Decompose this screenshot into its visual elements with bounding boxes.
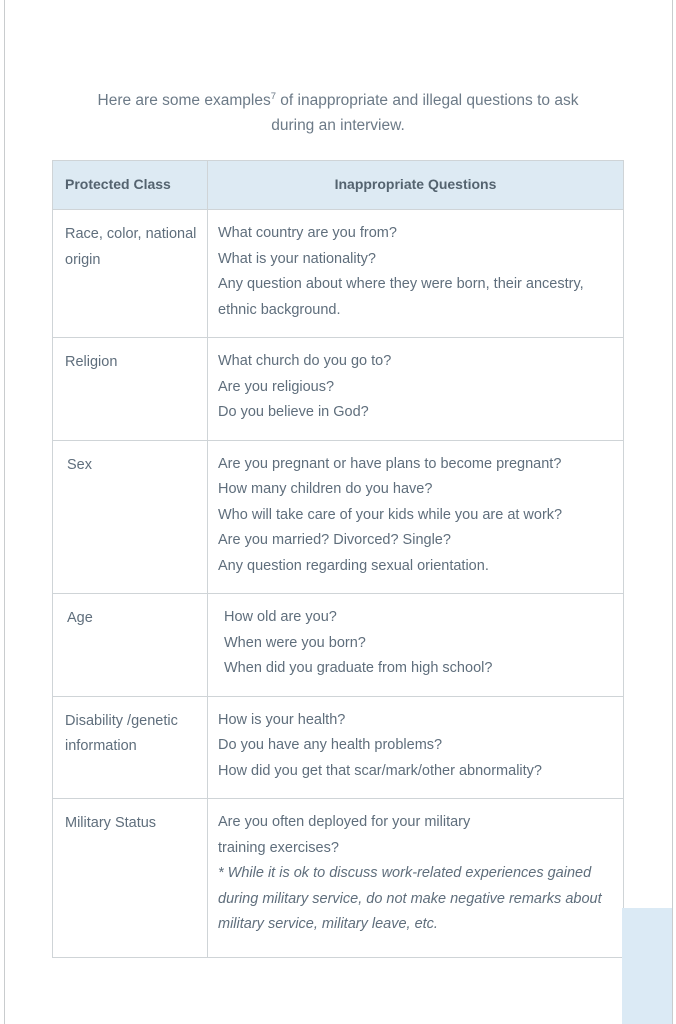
footnote-marker: 7 [270,90,276,102]
intro-text-after: of inappropriate and illegal questions to ask during an interview. [271,92,579,134]
column-header-inappropriate-questions: Inappropriate Questions [208,161,624,210]
cell-protected-class: Sex [53,440,208,594]
table-row [53,210,624,338]
table-row [53,594,624,697]
table-row [53,440,624,594]
cell-questions [208,338,624,441]
question-line: Any question regarding sexual orientation. [218,557,489,574]
intro-paragraph [0,0,676,138]
table-body [53,210,624,958]
question-line: How is your health? [218,711,346,728]
cell-questions [208,440,624,594]
intro-text-before: Here are some examples [97,92,271,109]
question-line: What is your nationality? [218,250,376,267]
table-row [53,338,624,441]
question-line: Do you believe in God? [218,404,369,420]
question-line: Are you religious? [218,378,335,395]
cell-questions [208,594,624,697]
question-line: How many children do you have? [218,481,433,497]
table-row [53,799,624,958]
cell-protected-class: Disability /genetic information [53,696,208,799]
cell-protected-class: Military Status [53,799,208,958]
table-container [0,160,676,958]
question-line: When did you graduate from high school? [224,660,493,676]
table-row [53,696,624,799]
cell-questions [208,210,624,338]
cell-protected-class: Race, color, national origin [53,210,208,338]
cell-protected-class: Religion [53,338,208,441]
inappropriate-questions-table [52,160,624,958]
column-header-protected-class: Protected Class [53,161,208,210]
table-header-row [53,161,624,210]
decorative-corner-block [622,908,672,1024]
cell-questions [208,799,624,958]
question-line: How did you get that scar/mark/other abnormality? [218,762,542,779]
cell-questions [208,696,624,799]
question-line: Are you often deployed for your military training exercises? [218,814,471,856]
question-line: What country are you from? [218,225,397,241]
question-line: Are you married? Divorced? Single? [218,532,451,548]
question-line: Do you have any health problems? [218,737,443,753]
question-line: Who will take care of your kids while you are at work? [218,506,563,523]
question-line: Any question about where they were born, their ancestry, ethnic background. [218,276,584,318]
questions-note: * While it is ok to discuss work-related experiences gained during military service, do not make negative remarks about military service, military leave, etc. [218,865,602,932]
question-line: When were you born? [224,634,366,651]
question-line: How old are you? [224,609,337,625]
table-header [53,161,624,210]
cell-protected-class: Age [53,594,208,697]
question-line: What church do you go to? [218,353,392,369]
question-line: Are you pregnant or have plans to become pregnant? [218,455,562,472]
